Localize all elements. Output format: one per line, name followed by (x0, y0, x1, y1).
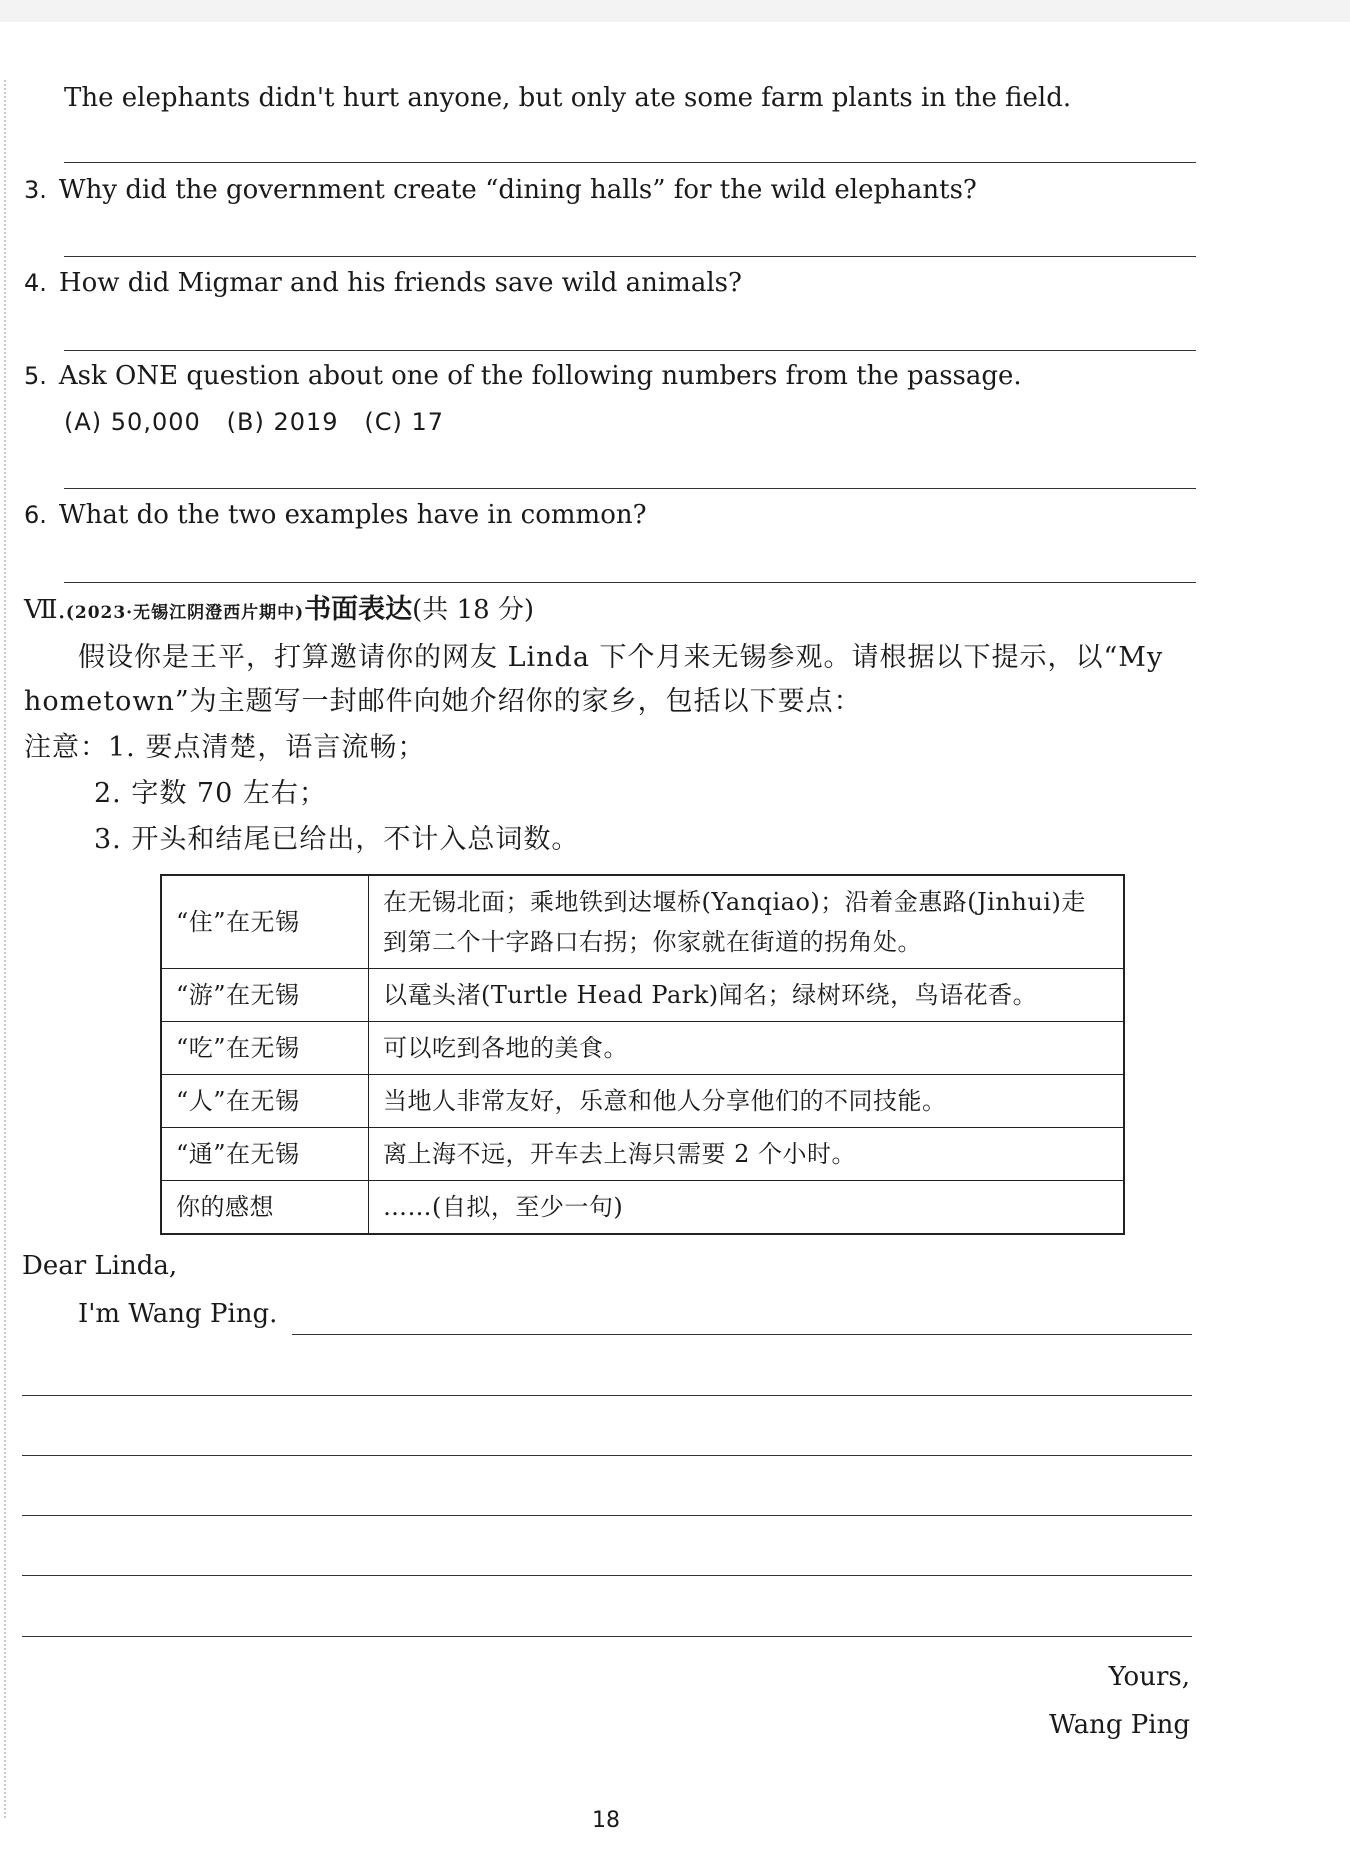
question-number: 3. (24, 176, 47, 204)
answer-line-q4[interactable] (64, 350, 1196, 351)
table-cell-hint: 在无锡北面；乘地铁到达堰桥(Yanqiao)；沿着金惠路(Jinhui)走到第二个十字路口右拐；你家就在街道的拐角处。 (369, 875, 1125, 969)
question-4 (24, 265, 742, 301)
table-row (161, 875, 1124, 969)
table-cell-topic: “游”在无锡 (161, 969, 369, 1022)
prompt-line-1: 假设你是王平，打算邀请你的网友 Linda 下个月来无锡参观。请根据以下提示，以“My (78, 642, 1164, 673)
table-row (161, 1075, 1124, 1128)
writing-line[interactable] (292, 1334, 1192, 1335)
section-source: (2023·无锡江阴澄西片期中) (65, 603, 305, 623)
binding-margin (4, 80, 6, 1818)
table-row (161, 1181, 1124, 1235)
letter-opening: I'm Wang Ping. (78, 1299, 278, 1329)
table-cell-topic: “人”在无锡 (161, 1075, 369, 1128)
writing-line[interactable] (22, 1455, 1192, 1456)
question-number: 5. (24, 362, 47, 390)
note-1: 注意：1. 要点清楚，语言流畅； (24, 732, 426, 763)
table-cell-topic: “住”在无锡 (161, 875, 369, 969)
question-5-options: (A) 50,000 (B) 2019 (C) 17 (64, 408, 445, 436)
table-cell-hint: 当地人非常友好，乐意和他人分享他们的不同技能。 (369, 1075, 1125, 1128)
question-6 (24, 497, 647, 533)
note-3: 3. 开头和结尾已给出，不计入总词数。 (94, 824, 580, 855)
table-cell-hint: 可以吃到各地的美食。 (369, 1022, 1125, 1075)
table-cell-topic: 你的感想 (161, 1181, 369, 1235)
question-text: How did Migmar and his friends save wild animals? (58, 268, 742, 298)
answer-line-q3[interactable] (64, 256, 1196, 257)
section-roman: Ⅶ. (24, 595, 66, 625)
question-3 (24, 172, 977, 208)
writing-line[interactable] (22, 1515, 1192, 1516)
letter-greeting: Dear Linda, (22, 1251, 178, 1281)
question-text: Why did the government create “dining halls” for the wild elephants? (58, 175, 977, 205)
writing-line[interactable] (22, 1395, 1192, 1396)
question-5 (24, 358, 1022, 394)
table-row (161, 969, 1124, 1022)
table-row (161, 1022, 1124, 1075)
answer-line (64, 162, 1196, 163)
table-cell-hint: 以鼋头渚(Turtle Head Park)闻名；绿树环绕，鸟语花香。 (369, 969, 1125, 1022)
scan-top-shade (0, 0, 1350, 22)
table-cell-topic: “通”在无锡 (161, 1128, 369, 1181)
question-text: What do the two examples have in common? (58, 500, 647, 530)
question-text: Ask ONE question about one of the following numbers from the passage. (58, 361, 1022, 391)
answer-line-q6[interactable] (64, 582, 1196, 583)
question-number: 6. (24, 501, 47, 529)
answer-line-q5[interactable] (64, 488, 1196, 489)
section-score: (共 18 分) (412, 595, 535, 625)
passage-tail-sentence: The elephants didn't hurt anyone, but only ate some farm plants in the field. (64, 83, 1072, 113)
section-heading (24, 592, 534, 631)
prompt-line-2: hometown”为主题写一封邮件向她介绍你的家乡，包括以下要点： (24, 686, 862, 717)
page-number: 18 (592, 1808, 620, 1833)
section-title: 书面表达 (304, 594, 413, 625)
table-cell-hint: ……(自拟，至少一句) (369, 1181, 1125, 1235)
table-cell-hint: 离上海不远，开车去上海只需要 2 个小时。 (369, 1128, 1125, 1181)
writing-line[interactable] (22, 1636, 1192, 1637)
writing-line[interactable] (22, 1575, 1192, 1576)
table-row (161, 1128, 1124, 1181)
note-2: 2. 字数 70 左右； (94, 778, 327, 809)
table-cell-topic: “吃”在无锡 (161, 1022, 369, 1075)
hint-table (160, 874, 1125, 1235)
question-number: 4. (24, 269, 47, 297)
letter-signature: Wang Ping (1049, 1710, 1190, 1740)
letter-closing: Yours, (1108, 1662, 1190, 1692)
